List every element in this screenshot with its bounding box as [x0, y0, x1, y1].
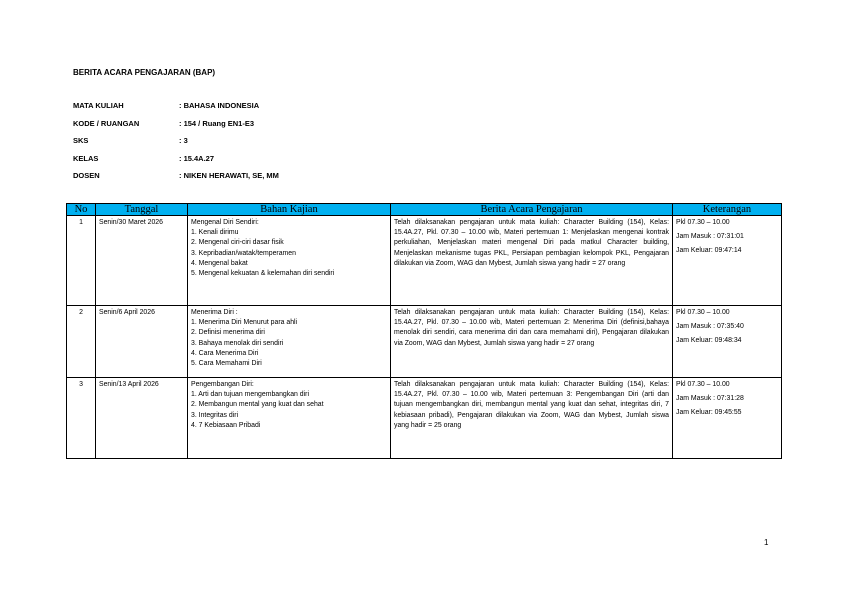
meta-label: MATA KULIAH — [73, 101, 124, 110]
bahan-title: Pengembangan Diri: — [191, 381, 254, 388]
cell-keterangan — [673, 306, 782, 378]
cell-tanggal: Senin/6 April 2026 — [96, 306, 188, 378]
cell-tanggal: Senin/30 Maret 2026 — [96, 216, 188, 306]
cell-no: 2 — [67, 306, 96, 378]
meta-value: : 154 / Ruang EN1-E3 — [179, 118, 255, 128]
meta-row-mata-kuliah — [73, 101, 473, 119]
keterangan-pkl: Pkl 07.30 – 10.00 — [676, 219, 730, 226]
keterangan-jam-masuk: Jam Masuk : 07:31:01 — [676, 233, 744, 241]
cell-bahan-kajian — [188, 306, 391, 378]
keterangan-jam-keluar: Jam Keluar: 09:47:14 — [676, 247, 742, 255]
header-keterangan: Keterangan — [673, 204, 782, 216]
header-tanggal: Tanggal — [96, 204, 188, 216]
keterangan-jam-keluar: Jam Keluar: 09:48:34 — [676, 337, 742, 345]
keterangan-jam-keluar: Jam Keluar: 09:45:55 — [676, 409, 742, 417]
bahan-item: 5. Mengenal kekuatan & kelemahan diri sendiri — [191, 270, 335, 278]
bahan-item: 3. Kepribadian/watak/temperamen — [191, 249, 296, 257]
bahan-item: 4. 7 Kebiasaan Pribadi — [191, 421, 261, 429]
header-bahan-kajian: Bahan Kajian — [188, 204, 391, 216]
cell-bahan-kajian — [188, 216, 391, 306]
bahan-item: 5. Cara Memahami Diri — [191, 360, 262, 368]
keterangan-jam-masuk: Jam Masuk : 07:31:28 — [676, 395, 744, 403]
bahan-item: 2. Definisi menerima diri — [191, 329, 265, 337]
bahan-item: 4. Mengenal bakat — [191, 259, 248, 267]
cell-tanggal: Senin/13 April 2026 — [96, 378, 188, 459]
bahan-item: 1. Arti dan tujuan mengembangkan diri — [191, 391, 309, 399]
table-row — [67, 378, 782, 459]
bap-table — [66, 203, 782, 459]
cell-berita-acara: Telah dilaksanakan pengajaran untuk mata kuliah: Character Building (154), Kelas: 15.4A.27, Pkl. 07.30 – 10.00 wib, Materi pertemuan 3: Pengembangan Diri (arti dan tujuan mengembangkan diri, membangun mental yang kuat dan sehat, integritas diri, 7 kebiasaan pribadi), Pengajaran dilakukan via Zoom, WAG dan Mybest, Jumlah siswa yang hadir = 25 orang — [391, 378, 673, 459]
cell-no: 1 — [67, 216, 96, 306]
cell-keterangan — [673, 216, 782, 306]
table-row — [67, 306, 782, 378]
course-info — [73, 101, 473, 189]
meta-label: SKS — [73, 136, 89, 146]
meta-value: : 3 — [179, 136, 188, 146]
bahan-item: 2. Membangun mental yang kuat dan sehat — [191, 401, 324, 409]
meta-label: DOSEN — [73, 171, 100, 181]
header-no: No — [67, 204, 96, 216]
cell-no: 3 — [67, 378, 96, 459]
keterangan-jam-masuk: Jam Masuk : 07:35:40 — [676, 323, 744, 331]
keterangan-pkl: Pkl 07.30 – 10.00 — [676, 309, 730, 316]
meta-value: : NIKEN HERAWATI, SE, MM — [179, 171, 279, 181]
bahan-item: 1. Kenali dirimu — [191, 229, 239, 237]
bahan-title: Mengenal Diri Sendiri: — [191, 219, 259, 226]
meta-row-kelas — [73, 154, 473, 172]
cell-berita-acara: Telah dilaksanakan pengajaran untuk mata kuliah: Character Building (154), Kelas: 15.4A.27, Pkl. 07.30 – 10.00 wib, Materi pertemuan 1: Menjelaskan mengenai kontrak perkuliahan, Menjelaskan materi mengenal Diri pada matkul Character building, Menjelaskan mekanisme tugas PKL, Persiapan pembagian kelompok PKL, Pengajaran dilakukan via Zoom, WAG dan Mybest, Jumlah siswa yang hadir = 27 orang — [391, 216, 673, 306]
meta-value: : 15.4A.27 — [179, 153, 215, 163]
meta-label: KELAS — [73, 153, 99, 163]
cell-bahan-kajian — [188, 378, 391, 459]
bahan-item: 4. Cara Menerima Diri — [191, 349, 259, 357]
page-number: 1 — [764, 538, 769, 547]
header-berita-acara: Berita Acara Pengajaran — [391, 204, 673, 216]
document-title: BERITA ACARA PENGAJARAN (BAP) — [73, 68, 216, 77]
meta-value: : BAHASA INDONESIA — [179, 101, 260, 110]
meta-row-kode-ruangan — [73, 119, 473, 137]
bahan-title: Menerima Diri : — [191, 309, 238, 316]
bahan-item: 1. Menerima Diri Menurut para ahli — [191, 319, 298, 327]
cell-berita-acara: Telah dilaksanakan pengajaran untuk mata kuliah: Character Building (154), Kelas: 15.4A.27, Pkl. 07.30 – 10.00 wib, Materi pertemuan 2: Menerima Diri (definisi,bahaya menolak diri sendiri, cara menerima diri dan cara memahami diri), Pengajaran dilakukan via Zoom, WAG dan Mybest, Jumlah siswa yang hadir = 27 orang — [391, 306, 673, 378]
table-row — [67, 216, 782, 306]
bahan-item: 2. Mengenal ciri-ciri dasar fisik — [191, 239, 284, 247]
bahan-item: 3. Bahaya menolak diri sendiri — [191, 339, 284, 347]
meta-row-sks — [73, 136, 473, 154]
meta-label: KODE / RUANGAN — [73, 118, 140, 128]
keterangan-pkl: Pkl 07.30 – 10.00 — [676, 381, 730, 388]
table-header-row — [67, 204, 782, 216]
bahan-item: 3. Integritas diri — [191, 411, 239, 419]
cell-keterangan — [673, 378, 782, 459]
meta-row-dosen — [73, 171, 473, 189]
